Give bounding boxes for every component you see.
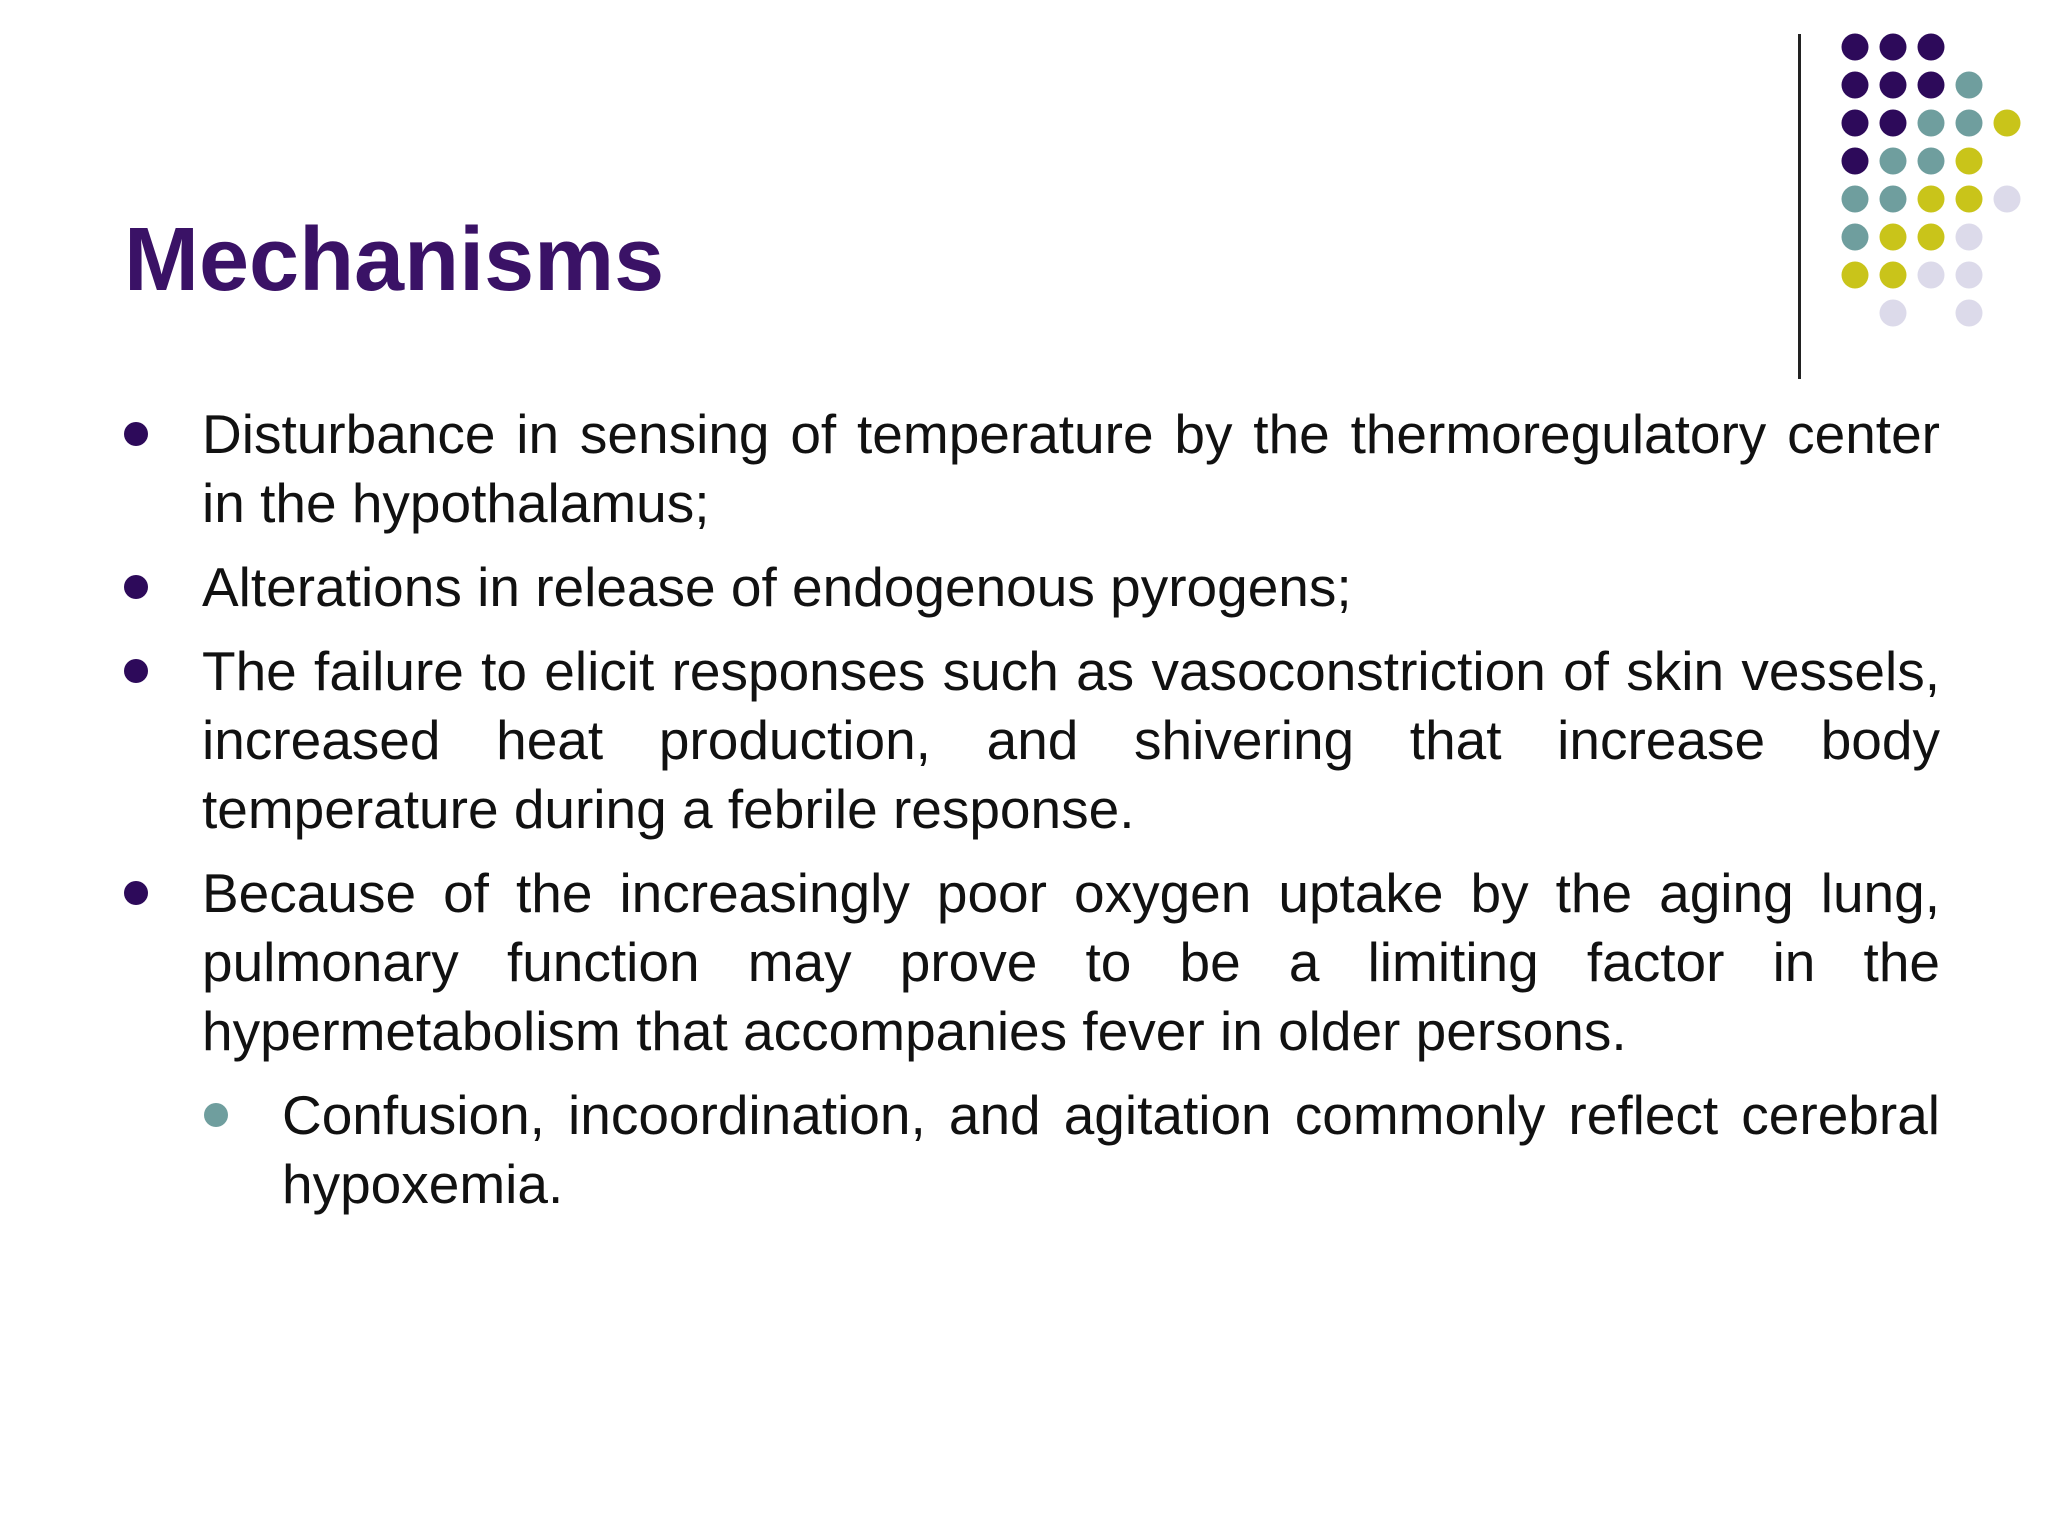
- decorative-dot: [1956, 186, 1983, 213]
- bullet-text: Because of the increasingly poor oxygen uptake by the aging lung, pulmonary function may prove to be a limiting factor in the hypermetabolism that accompanies fever in older persons.: [202, 862, 1940, 1062]
- sub-bullet-text: Confusion, incoordination, and agitation commonly reflect cerebral hypoxemia.: [282, 1084, 1940, 1215]
- bullet-dot-icon: [124, 575, 148, 599]
- decorative-dot: [1842, 34, 1869, 61]
- decorative-dot: [1956, 224, 1983, 251]
- decorative-dot: [1918, 186, 1945, 213]
- decorative-dot: [1880, 300, 1907, 327]
- decorative-dot: [1880, 224, 1907, 251]
- bullet-item: [124, 400, 1940, 538]
- bullet-list: [124, 400, 1940, 1234]
- decorative-dot: [1880, 110, 1907, 137]
- decorative-dot: [1918, 72, 1945, 99]
- decorative-dot: [1956, 262, 1983, 289]
- decorative-dot: [1880, 72, 1907, 99]
- decorative-dot: [1956, 72, 1983, 99]
- decorative-dot: [1918, 148, 1945, 175]
- bullet-item: [124, 637, 1940, 844]
- decorative-dot: [1880, 186, 1907, 213]
- decorative-dot: [1918, 110, 1945, 137]
- bullet-text: Disturbance in sensing of temperature by the thermoregulatory center in the hypothalamus;: [202, 403, 1940, 534]
- bullet-dot-icon: [124, 659, 148, 683]
- decorative-dot: [1842, 148, 1869, 175]
- decorative-dot: [1842, 110, 1869, 137]
- decorative-dot: [1956, 110, 1983, 137]
- bullet-item: [124, 859, 1940, 1066]
- decorative-dot: [1918, 34, 1945, 61]
- decorative-dot: [1842, 186, 1869, 213]
- slide-title: Mechanisms: [124, 210, 665, 310]
- bullet-text: The failure to elicit responses such as vasoconstriction of skin vessels, increased heat production, and shivering that increase body temperature during a febrile response.: [202, 640, 1940, 840]
- decorative-dot: [1842, 224, 1869, 251]
- decorative-dot: [1994, 110, 2021, 137]
- bullet-text: Alterations in release of endogenous pyrogens;: [202, 556, 1352, 618]
- bullet-item: [124, 553, 1940, 622]
- decorative-dot: [1880, 262, 1907, 289]
- decorative-dot: [1880, 34, 1907, 61]
- sub-bullet-item: [204, 1081, 1940, 1219]
- decorative-dot: [1918, 224, 1945, 251]
- decorative-dot: [1842, 72, 1869, 99]
- vertical-divider: [1798, 34, 1801, 379]
- sub-bullet-dot-icon: [204, 1103, 228, 1127]
- bullet-dot-icon: [124, 881, 148, 905]
- decorative-dot: [1880, 148, 1907, 175]
- decorative-dot: [1918, 262, 1945, 289]
- decorative-dot: [1956, 148, 1983, 175]
- decorative-dot: [1956, 300, 1983, 327]
- decorative-dot: [1842, 262, 1869, 289]
- bullet-dot-icon: [124, 422, 148, 446]
- decorative-dot: [1994, 186, 2021, 213]
